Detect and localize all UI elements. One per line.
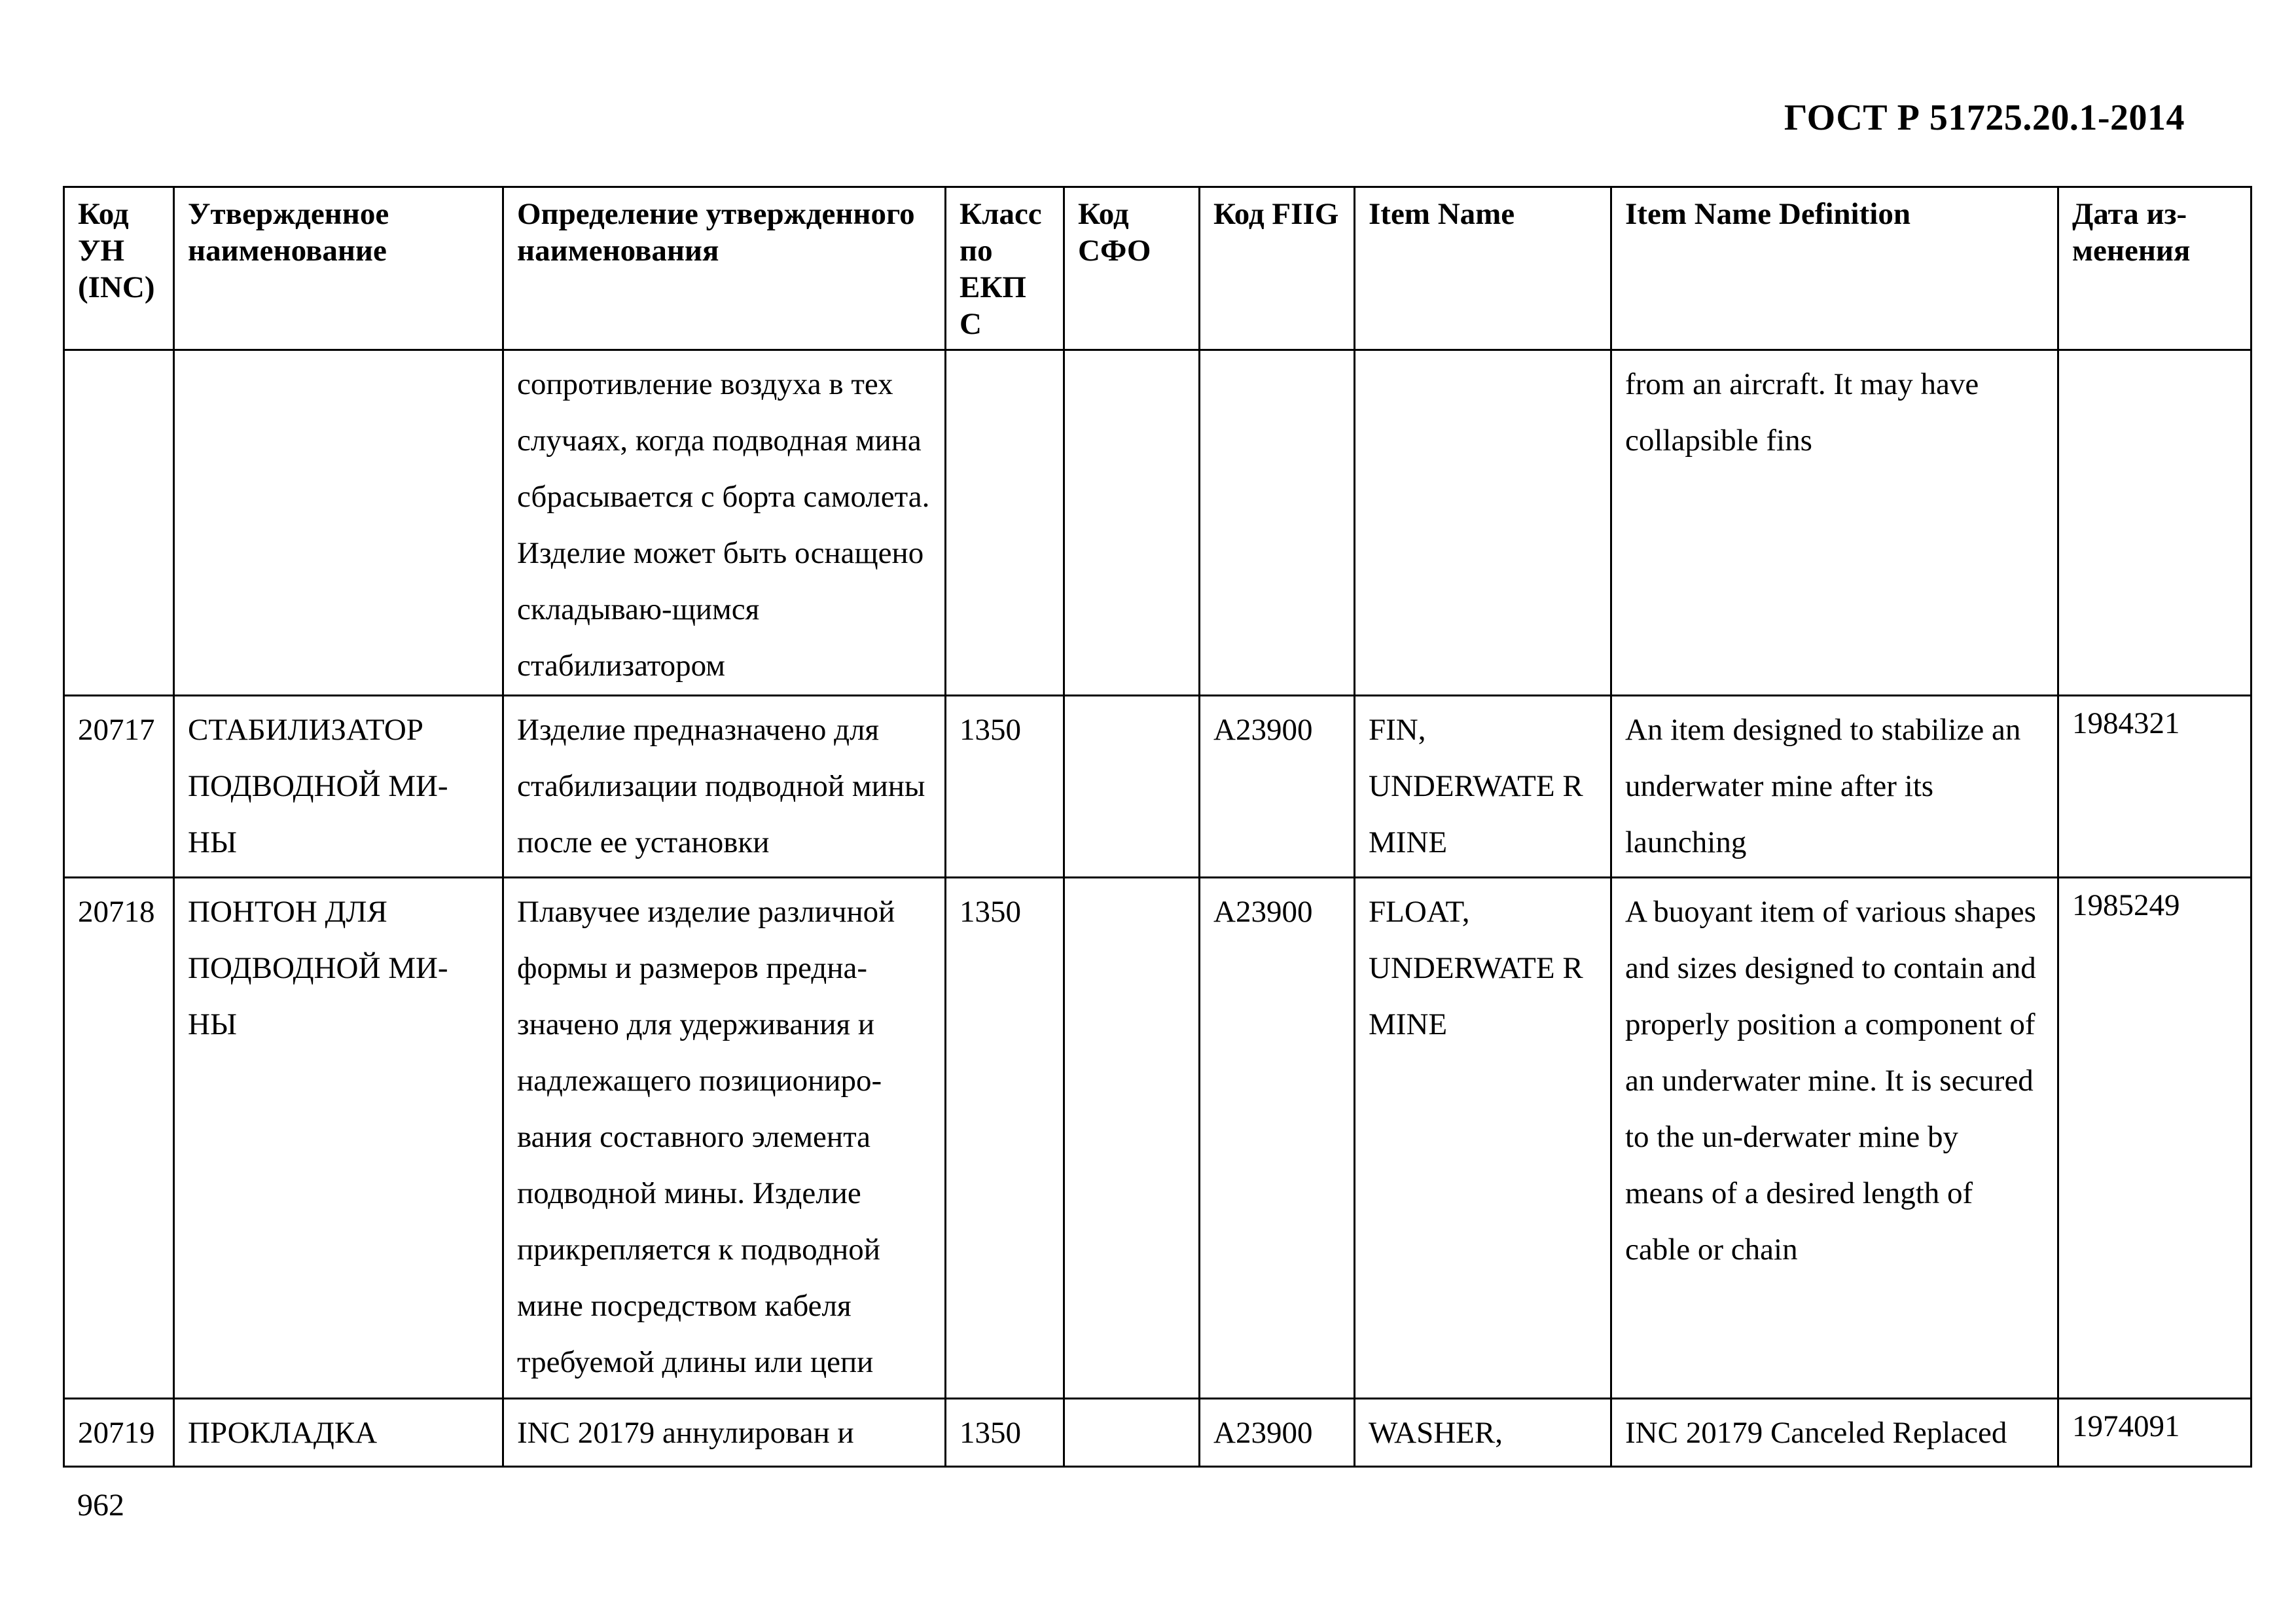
cell-class: 1350 (946, 878, 1064, 1399)
cell-item-definition: from an aircraft. It may have collapsible fins (1611, 350, 2058, 696)
header-class: Класс по ЕКП С (946, 187, 1064, 350)
cell-item-name (1355, 350, 1611, 696)
cell-item-name: WASHER, (1355, 1399, 1611, 1467)
cell-inc (64, 350, 174, 696)
header-approved-name: Утвержденное наименование (174, 187, 503, 350)
cell-class: 1350 (946, 1399, 1064, 1467)
table-row (64, 878, 2251, 1399)
cell-item-definition: An item designed to stabilize an underwater mine after its launching (1611, 696, 2058, 878)
cell-date: 1984321 (2058, 696, 2251, 878)
cell-fiig: A23900 (1200, 696, 1355, 878)
header-sfo-code: Код СФО (1064, 187, 1200, 350)
cell-definition: Изделие предназначено для стабилизации подводной мины после ее установки (503, 696, 946, 878)
cell-definition: сопротивление воздуха в тех случаях, когда подводная мина сбрасывается с борта самолета. Изделие может быть оснащено складываю-щимся стабилизатором (503, 350, 946, 696)
header-inc-code: Код УН (INC) (64, 187, 174, 350)
header-name-definition: Определение утвержденного наименования (503, 187, 946, 350)
inc-table (63, 186, 2252, 1468)
cell-sfo (1064, 350, 1200, 696)
cell-definition: Плавучее изделие различной формы и размеров предна-значено для удерживания и надлежащего позициониро-вания составного элемента подводной мины. Изделие прикрепляется к подводной мине посредством кабеля требуемой длины или цепи (503, 878, 946, 1399)
cell-class (946, 350, 1064, 696)
cell-sfo (1064, 1399, 1200, 1467)
cell-sfo (1064, 696, 1200, 878)
cell-item-definition: A buoyant item of various shapes and sizes designed to contain and properly position a component of an underwater mine. It is secured to the un-derwater mine by means of a desired length of cable or chain (1611, 878, 2058, 1399)
cell-date: 1974091 (2058, 1399, 2251, 1467)
table-row (64, 1399, 2251, 1467)
cell-date (2058, 350, 2251, 696)
cell-inc: 20718 (64, 878, 174, 1399)
header-item-name: Item Name (1355, 187, 1611, 350)
table-row (64, 696, 2251, 878)
cell-item-name: FIN, UNDERWATE R MINE (1355, 696, 1611, 878)
cell-fiig: A23900 (1200, 1399, 1355, 1467)
header-item-name-definition: Item Name Definition (1611, 187, 2058, 350)
cell-name: СТАБИЛИЗАТОР ПОДВОДНОЙ МИ-НЫ (174, 696, 503, 878)
header-change-date: Дата из-менения (2058, 187, 2251, 350)
cell-definition: INC 20179 аннулирован и (503, 1399, 946, 1467)
document-code: ГОСТ Р 51725.20.1-2014 (1784, 98, 2185, 138)
cell-name: ПОНТОН ДЛЯ ПОДВОДНОЙ МИ-НЫ (174, 878, 503, 1399)
cell-inc: 20719 (64, 1399, 174, 1467)
page-number: 962 (77, 1488, 124, 1523)
cell-name (174, 350, 503, 696)
table-header-row (64, 187, 2251, 350)
cell-name: ПРОКЛАДКА (174, 1399, 503, 1467)
cell-item-definition: INC 20179 Canceled Replaced (1611, 1399, 2058, 1467)
cell-class: 1350 (946, 696, 1064, 878)
cell-item-name: FLOAT, UNDERWATE R MINE (1355, 878, 1611, 1399)
table-row (64, 350, 2251, 696)
cell-fiig: A23900 (1200, 878, 1355, 1399)
cell-date: 1985249 (2058, 878, 2251, 1399)
cell-sfo (1064, 878, 1200, 1399)
cell-inc: 20717 (64, 696, 174, 878)
header-fiig-code: Код FIIG (1200, 187, 1355, 350)
cell-fiig (1200, 350, 1355, 696)
